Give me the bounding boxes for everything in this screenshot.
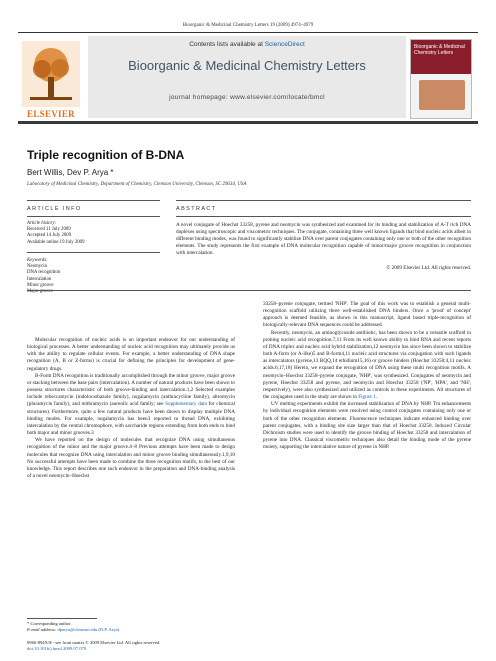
body-column-right (263, 301, 471, 451)
journal-title: Bioorganic & Medicinal Chemistry Letters (128, 58, 366, 73)
received-date: Received 11 July 2009 (27, 227, 71, 233)
online-date: Available online 19 July 2009 (27, 239, 85, 245)
article-title: Triple recognition of B-DNA (27, 148, 185, 162)
elsevier-logo (22, 41, 80, 119)
divider (27, 200, 160, 201)
journal-homepage[interactable]: journal homepage: www.elsevier.com/locate/bmcl (169, 94, 325, 101)
body-paragraph (263, 330, 471, 402)
footnote-divider (27, 618, 97, 619)
divider (27, 252, 160, 253)
paragraph-text: for chemical structures). Furthermore, quite a few natural products have been shown to display multiple DNA binding modes. For example, nogalamycin has been3 reported to thread DNA, exhibiting intercalation by the central chromophore, with saccharide regions extending from both ends to bind both major and minor grooves.3 (27, 401, 236, 437)
article-authors: Bert Willis, Dev P. Arya * (27, 168, 114, 177)
keyword: Minor groove (27, 282, 54, 288)
paragraph-text: B-Form DNA recognition is traditionally accomplished through the minor groove, major groove or stacking between the base pairs (intercalation). A number of natural products have been shown to possess structures characteristic of both groove-binding and intercalation.1,2 Selected examples include rebeccamycin (indolocarbazole family), nogalamycin (anthracycline family), altromycin (pluramycin family), and mithramycin (aureolic acid family; see (27, 372, 235, 408)
email-label: E-mail address: (27, 627, 58, 632)
history-label: Article history: (27, 221, 57, 226)
email-line (27, 627, 237, 633)
body-paragraph: 33258–pyrene conjugate, termed 'NHP'. The goal of this work was to establish a general multi-recognition scaffold utilizing three well-established DNA binders. Once a 'proof of concept' approach is deemed feasible, as shown in this manuscript, ligand based triple-recognition of biologically-relevant DNA sequences could be addressed. (263, 301, 471, 329)
contents-line (88, 41, 406, 48)
figure-1-link[interactable]: Figure 1 (358, 394, 376, 401)
elsevier-tree-icon (22, 41, 80, 107)
paragraph-text: . (375, 394, 377, 401)
journal-cover-thumbnail (410, 39, 472, 119)
cover-title: Bioorganic & Medicinal Chemistry Letters (414, 44, 465, 56)
issn-line: 0960-894X/$ - see front matter © 2009 Elsevier Ltd. All rights reserved. (27, 640, 161, 645)
divider (176, 216, 471, 217)
abstract-copyright: © 2009 Elsevier Ltd. All rights reserved. (386, 265, 471, 271)
cover-image (419, 80, 465, 110)
body-paragraph: We have reported on the design of molecules that recognize DNA using simultaneous recognition of the minor and the major groove.4–8 Previous attempts have been made to design molecules that recognize DNA using intercalation and minor groove binding simultaneously.1,9,10 No successful attempts have been made to combine the three recognition motifs, to the best of our knowledge. This report describes one such endeavor in the preparation and DNA-binding analysis of a novel neomycin–Hoechst (27, 437, 235, 479)
keywords-label: Keywords: (27, 258, 48, 263)
email-link[interactable]: dparya@clemson.edu (D.P. Arya). (57, 627, 121, 632)
article-history (27, 221, 177, 246)
body-paragraph (27, 373, 235, 437)
keyword: Intercalation (27, 276, 52, 282)
elsevier-wordmark: ELSEVIER (27, 109, 75, 119)
keyword: Neomycin (27, 264, 47, 270)
publication-meta (27, 640, 327, 652)
divider (27, 290, 471, 291)
abstract-text: A novel conjugate of Hoechst 33258, pyrene and neomycin was synthesized and examined for its binding and stabilization of A-T rich DNA duplexes using spectroscopic and viscometric techniques. The conjugate, containing three well known ligands that bind nucleic acids albeit in different binding modes, was found to significantly stabilize DNA over parent conjugates containing only one or both of the other recognition elements. The study represents the first example of DNA molecular recognition capable of minor/major groove recognition in conjunction with intercalation. (176, 222, 471, 257)
divider (176, 200, 471, 201)
keyword: Major groove (27, 289, 54, 295)
accepted-date: Accepted 14 July 2009 (27, 233, 72, 239)
body-column-left (27, 337, 235, 480)
corresponding-author-footnote (27, 621, 237, 633)
body-paragraph: UV melting experiments exhibit the increased stabilization of DNA by NHP. Tm enhancements by individual recognition elements were resolved using control conjugates containing only one or both of the other recognition elements. Fluorescence techniques indicate enhanced binding over parent conjugates, with a binding site size larger than that of Hoechst 33258. Induced Circular Dichroism studies were used to identify the groove binding of Hoechst 33258 and intercalation of pyrene into DNA. Classical viscometric techniques also detail the binding mode of the pyrene moiety, supporting the intercalative nature of pyrene in NHP. (263, 401, 471, 451)
body-paragraph: Molecular recognition of nucleic acids is an important endeavor for our understanding of biological processes. A better understanding of nucleic acid recognition may ultimately provide us with the ability to regulate cellular events. For example, a better understanding of DNA shape recognition (A, B or Z-forms) is crucial for defining the principles for development of gene-regulatory drugs. (27, 337, 235, 372)
keyword: DNA recognition (27, 270, 61, 276)
supplementary-data-link[interactable]: Supplementary data (165, 401, 207, 408)
masthead-banner (88, 36, 406, 118)
journal-reference: Bioorganic & Medicinal Chemistry Letters 19 (2009) 4974–4979 (182, 23, 314, 28)
article-info-heading: ARTICLE INFO (27, 206, 82, 212)
corresponding-label: * Corresponding author. (27, 621, 72, 626)
doi-link[interactable]: doi:10.1016/j.bmcl.2009.07.079 (27, 646, 87, 651)
paragraph-text: Recently, neomycin, an aminoglycoside antibiotic, has been shown to be a versatile scaffold in probing nucleic acid recognition.7,11 From its well known ability to bind RNA and recent reports of DNA triplex and nucleic acid hybrid stabilization,12 neomycin has since been shown to stabilize both A-form (or A-like)5 and B-form4,11 nucleic acid structures via conjugation with such ligands as intercalators (pyrene,13 BQQ,14 ethidium15,16) or groove binders (Hoechst 33258;4,11 nucleic acids.6,17,18) Herein, we expand the recognition of DNA using these multi recognition motifs. A neomycin–Hoechst 33258–pyrene conjugate, 'NHP', was synthesized. Conjugates of neomycin and pyrene, Hoechst 33258 and pyrene, and neomycin and Hoechst 33258 ('NP', 'HPA', and 'NH', respectively), were also synthesized and utilized as controls in these experiments. All structures of the conjugates used in the study are shown in (263, 329, 471, 401)
abstract-heading: ABSTRACT (176, 206, 217, 212)
sciencedirect-link[interactable]: ScienceDirect (264, 41, 305, 48)
contents-prefix: Contents lists available at (189, 41, 265, 48)
author-affiliation: Laboratory of Medicinal Chemistry, Department of Chemistry, Clemson University, Clemson, SC 29634, USA (27, 182, 247, 187)
journal-masthead (18, 32, 478, 124)
divider (27, 216, 160, 217)
